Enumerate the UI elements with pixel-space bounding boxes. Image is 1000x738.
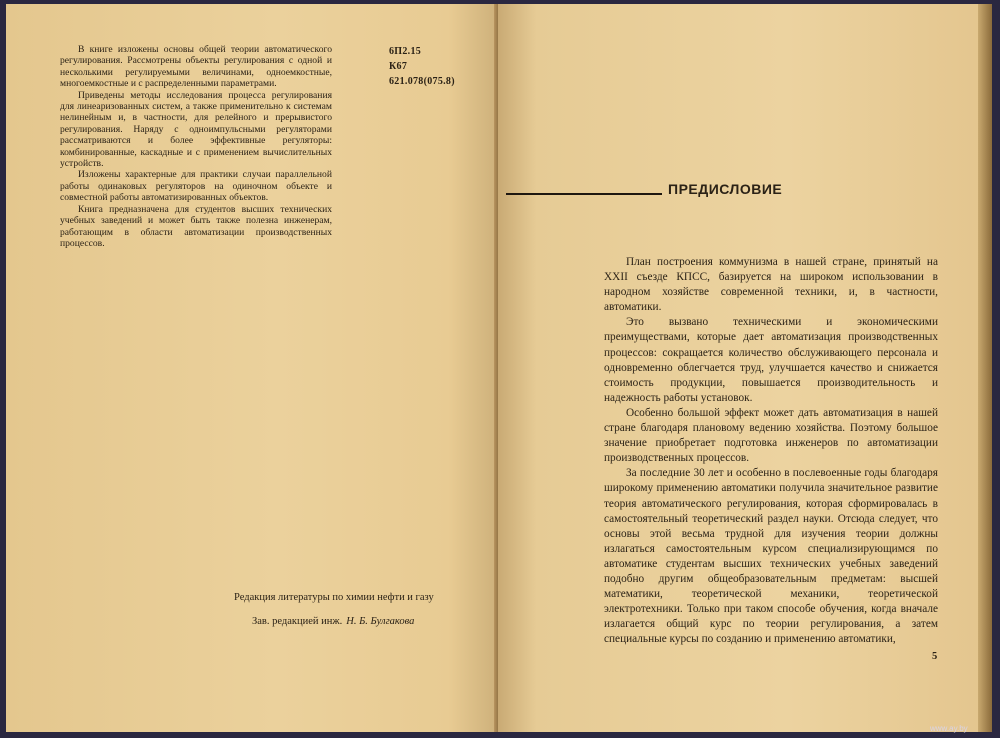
preface-paragraph: Это вызвано техническими и экономическими преимуществами, которые дает автоматизация производственных процессов: сокращается количество обслуживающего персонала и одновременно облегчается труд, улучшается качество и снижается стоимость продукции, повышается производительность и надежность работы установок. (604, 316, 938, 404)
annotation (60, 44, 332, 249)
page-edges (978, 4, 992, 732)
left-page (6, 4, 498, 732)
chapter-heading: ПРЕДИСЛОВИЕ (668, 181, 783, 197)
classification-codes (389, 44, 455, 89)
annotation-paragraph: Изложены характерные для практики случаи параллельной работы одинаковых регуляторов на одиночном объекте и совместной работы автоматизированных объектов. (60, 169, 332, 204)
annotation-paragraph: Книга предназначена для студентов высших технических учебных заведений и может быть также полезна инженерам, работающим в области автоматизации производственных процессов. (60, 203, 332, 249)
editorial-office: Редакция литературы по химии нефти и газу (234, 592, 434, 603)
right-page (498, 4, 978, 732)
preface-paragraph: План построения коммунизма в нашей стране, принятый на XXII съезде КПСС, базируется на широком использовании в народном хозяйстве современной техники, и, в частности, автоматики. (604, 256, 938, 314)
preface-paragraph: Особенно большой эффект может дать автоматизация в нашей стране благодаря плановому ведению хозяйства. Поэтому большое значение приобретает подготовка инженеров по автоматизации производственных процессов. (604, 406, 938, 465)
udc-code: 621.078(075.8) (389, 76, 455, 87)
head-of-editorial (252, 616, 498, 627)
heading-rule (506, 193, 662, 195)
author-mark: К67 (389, 61, 408, 72)
bbk-code: 6П2.15 (389, 46, 422, 57)
head-label: Зав. редакцией инж. (252, 616, 343, 627)
annotation-paragraph: В книге изложены основы общей теории автоматического регулирования. Рассмотрены объекты регулирования с одной и несколькими регулируемыми величинами, одноемкостные, многоемкостные и с распределенными параметрами. (60, 44, 332, 90)
annotation-paragraph: Приведены методы исследования процесса регулирования для линеаризованных систем, а также применительно к системам нелинейным и, в частности, для релейного и прерывистого регулирования. Наряду с одноимпульсными регуляторами рассматриваются и более эффективные регуляторы: комбинированные, каскадные и с применением вычислительных устройств. (60, 89, 332, 170)
book-spread (6, 4, 992, 732)
preface-text (604, 255, 938, 647)
head-name: Н. Б. Булгакова (346, 616, 415, 627)
preface-paragraph: За последние 30 лет и особенно в послевоенные годы благодаря широкому применению автоматики получила значительное развитие теория автоматического регулирования, которая сформировалась в самостоятельный теоретический раздел науки. Отсюда следует, что основы этой весьма трудной для изучения теории должны излагаться самостоятельным курсом специализирующимся по автоматике студентам высших технических учебных заведений подобно другим общеобразовательным предметам: высшей математики, теоретической механики, теоретической электротехники. Только при таком способе обучения, когда вначале излагается общий курс по теории регулирования, а затем специальные курсы по созданию и применению автоматики, (604, 467, 938, 646)
page-number: 5 (932, 651, 938, 662)
watermark: www.ay.by (930, 724, 968, 733)
